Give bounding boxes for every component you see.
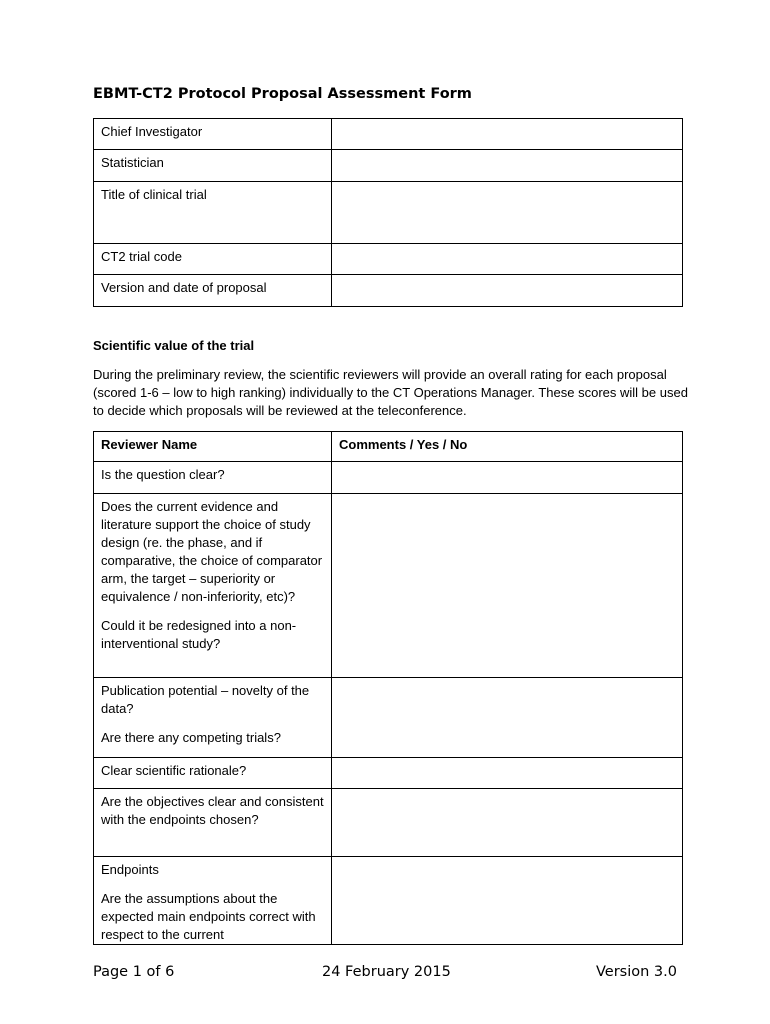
comment-field[interactable]: [332, 857, 683, 945]
question-text: Could it be redesigned into a non-interventional study?: [101, 618, 297, 651]
footer-date: 24 February 2015: [322, 964, 451, 980]
section-heading: Scientific value of the trial: [93, 338, 255, 353]
comment-field[interactable]: [332, 462, 683, 494]
review-table: [93, 431, 683, 945]
info-label: Chief Investigator: [94, 119, 332, 150]
question-text: Does the current evidence and literature support the choice of study design (re. the phase, and if comparative, the choice of comparator arm, the target – superiority or equivalence / non-inferiority, etc)?: [101, 499, 323, 604]
comment-field[interactable]: [332, 678, 683, 758]
info-label: Statistician: [94, 150, 332, 182]
question-cell: [94, 494, 332, 678]
question-cell: [94, 789, 332, 857]
table-row: [94, 789, 683, 857]
comment-field[interactable]: [332, 758, 683, 789]
comment-field[interactable]: [332, 789, 683, 857]
info-label: Title of clinical trial: [94, 182, 332, 244]
question-text: Publication potential – novelty of the data?: [101, 683, 310, 716]
table-row: [94, 857, 683, 945]
question-text: Are there any competing trials?: [101, 730, 281, 745]
reviewer-name-header: Reviewer Name: [94, 432, 332, 462]
table-row: [94, 462, 683, 494]
info-row: [94, 150, 683, 182]
page-number: Page 1 of 6: [93, 964, 175, 980]
trial-code-field[interactable]: [332, 244, 683, 275]
question-cell: [94, 462, 332, 494]
info-label: Version and date of proposal: [94, 275, 332, 307]
question-text: Are the assumptions about the expected main endpoints correct with respect to the current: [101, 891, 316, 942]
statistician-field[interactable]: [332, 150, 683, 182]
chief-investigator-field[interactable]: [332, 119, 683, 150]
question-cell: [94, 678, 332, 758]
form-title: EBMT-CT2 Protocol Proposal Assessment Form: [93, 86, 472, 102]
version-date-field[interactable]: [332, 275, 683, 307]
footer-version: Version 3.0: [596, 964, 677, 980]
question-text: Endpoints: [101, 862, 159, 877]
info-row: [94, 182, 683, 244]
trial-title-field[interactable]: [332, 182, 683, 244]
question-text: Clear scientific rationale?: [101, 763, 247, 778]
comment-field[interactable]: [332, 494, 683, 678]
info-row: [94, 119, 683, 150]
question-text: Is the question clear?: [101, 467, 225, 482]
info-row: [94, 244, 683, 275]
info-table: [93, 118, 683, 307]
table-row: [94, 758, 683, 789]
table-header-row: [94, 432, 683, 462]
question-text: Are the objectives clear and consistent with the endpoints chosen?: [101, 794, 324, 827]
info-label: CT2 trial code: [94, 244, 332, 275]
table-row: [94, 494, 683, 678]
info-row: [94, 275, 683, 307]
comments-header: Comments / Yes / No: [332, 432, 683, 462]
section-intro: During the preliminary review, the scientific reviewers will provide an overall rating for each proposal (scored 1-6 – low to high ranking) individually to the CT Operations Manager. These scores will be used to decide which proposals will be reviewed at the teleconference.: [93, 367, 688, 418]
table-row: [94, 678, 683, 758]
question-cell: [94, 758, 332, 789]
question-cell: [94, 857, 332, 945]
